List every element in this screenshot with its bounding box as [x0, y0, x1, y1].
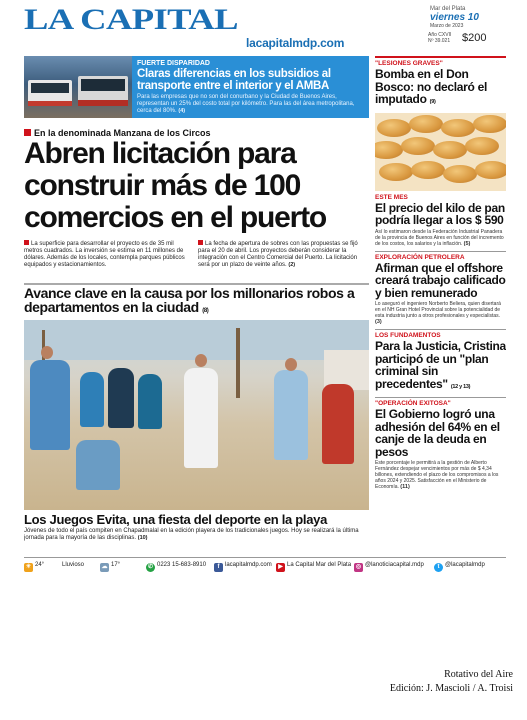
subhead-text: La superficie para desarrollar el proyecto es de 35 mil metros cuadrados. La inversión se estima en 11 millones de dólares. Además de los locales, contempla parques públicos equipados y estacionamientos. [24, 241, 185, 268]
website-url[interactable]: lacapitalmdp.com [246, 36, 345, 50]
player-head [41, 346, 53, 359]
bread-bun [433, 141, 467, 159]
photo-caption-text: Jóvenes de todo el país compiten en Chapadmalal en la edición playera de los tradicionales juegos. Hoy se realizará la última jornada para la mayoría de las disciplinas. [24, 528, 359, 541]
beach-games-photo [24, 320, 369, 510]
player [274, 370, 308, 460]
number-line: Nº 39.021 [428, 38, 451, 44]
story-tag: LOS FUNDAMENTOS [375, 332, 441, 339]
divider [375, 397, 506, 398]
page-ref: (5) [463, 240, 471, 247]
bread-bun [411, 161, 445, 179]
story-bread-price[interactable] [375, 194, 506, 247]
story-body-text: Lo aseguró el ingeniero Norberto Beliera, quien disertará en el NH Gran Hotel Provincial sobre la potencialidad de esta industria junto a otros profesionales y especialistas. [375, 301, 501, 319]
player [76, 440, 120, 490]
subhead-text: La fecha de apertura de sobres con las propuestas se fijó para el 20 de abril. Los proyectos deberán considerar la integración con el Centro Comercial del Puerto. La licitación será por un plazo de veinte años. [198, 241, 358, 268]
page-ref: (4) [178, 108, 186, 114]
colophon-line: Rotativo del Aire [444, 669, 513, 680]
main-kicker-text: En la denominada Manzana de los Circos [34, 128, 211, 138]
city-label: Mar del Plata [430, 6, 466, 12]
story-body [375, 229, 506, 247]
story-tag: ESTE MES [375, 193, 408, 201]
story-offshore[interactable] [375, 251, 506, 326]
story-debt-swap[interactable] [375, 397, 506, 490]
newspaper-front-page [24, 4, 506, 578]
page-ref: (12 y 13) [450, 383, 471, 390]
youtube-icon: ▶ [276, 563, 285, 572]
weather-low [100, 562, 120, 572]
bread-bun [443, 165, 477, 183]
story-body-text: Así lo estimaron desde la Federación Industrial Panadera de la provincia de Buenos Aires en función del incremento de los costos, los salarios y la inflación. [375, 228, 504, 247]
youtube-handle: La Capital Mar del Plata [287, 562, 352, 568]
story-tag: EXPLORACIÓN PETROLERA [375, 253, 465, 261]
banner-body-text: Para las empresas que no son del conurbano y la Ciudad de Buenos Aires, representan un 25% del costo total por kilómetro. Para las del área metropolitana, cerca del 80%. [137, 94, 355, 114]
bread-bun [475, 161, 506, 179]
right-column [375, 56, 506, 490]
photo-headline[interactable]: Los Juegos Evita, una fiesta del deporte en la playa [24, 512, 327, 527]
page-ref: (3) [375, 319, 382, 325]
page-ref: (8) [202, 308, 209, 314]
pole [236, 328, 240, 398]
transport-subsidy-banner[interactable] [24, 56, 369, 118]
bread-bun [375, 141, 403, 159]
instagram-handle: @lanoticiacapital.mdp [365, 562, 424, 568]
story-title-text: Para la Justicia, Cristina participó de un "plan criminal sin precedentes" [375, 339, 506, 391]
temp-low: 17° [111, 562, 121, 568]
story-tag: "OPERACIÓN EXITOSA" [375, 400, 451, 407]
colophon-line: Edición: J. Mascioli / A. Troisi [389, 683, 513, 694]
facebook-handle: lacapitalmdp.com [225, 562, 272, 568]
temp-high: 24° [35, 562, 45, 568]
instagram-icon: ◎ [355, 564, 362, 570]
colophon [390, 668, 513, 696]
bread-bun [465, 137, 499, 155]
cloud-icon: ☁ [101, 564, 108, 570]
date-box [424, 6, 506, 50]
phone-number: 0223 15-683-8910 [157, 562, 207, 568]
whatsapp-icon: ✆ [147, 564, 154, 570]
twitter-handle: @lacapitalmdp [445, 562, 485, 568]
sun-icon: ☀ [25, 564, 32, 570]
player-head [285, 358, 297, 371]
story-title: El Gobierno logró una adhesión del 64% en el canje de la deuda en pesos [375, 407, 500, 459]
youtube-link[interactable] [276, 562, 351, 572]
facebook-link[interactable] [214, 562, 272, 572]
whatsapp-contact[interactable] [146, 562, 206, 572]
date-label: Marzo de 2023 [430, 23, 464, 29]
bus-shape [78, 76, 128, 106]
bread-bun [377, 119, 411, 137]
main-headline[interactable]: Abren licitación para construir más de 100 comercios en el puerto [24, 137, 327, 234]
story-title [375, 340, 506, 393]
bread-bun [441, 119, 475, 137]
player [30, 360, 70, 450]
player [80, 372, 104, 427]
story-body-text: Este porcentaje le permitirá a la gestión de Alberto Fernández despejar vencimientos por más de $ 4,34 billones, extendiendo el plazo de los compromisos a los años 2024 y 2025. Satisfacción en el Ministerio de Economía. [375, 460, 499, 490]
red-square-icon [24, 240, 29, 245]
red-square-icon [198, 240, 203, 245]
story-title: El precio del kilo de pan podría llegar a los $ 590 [375, 200, 505, 227]
story-title [375, 68, 506, 109]
bus-photo [24, 56, 132, 118]
bread-photo [375, 113, 506, 191]
story-cristina[interactable] [375, 329, 506, 393]
banner-title: Claras diferencias en los subsidios al transporte entre el interior y el AMBA [137, 68, 331, 92]
page-ref: (11) [400, 484, 410, 490]
divider [375, 251, 506, 252]
weather-text: Lluvioso [62, 562, 85, 568]
story-title-text: Bomba en el Don Bosco: no declaró el imputado [375, 67, 488, 106]
divider [375, 56, 506, 58]
story-body [375, 301, 506, 325]
main-subhead-right [198, 240, 366, 269]
second-headline-text: Avance clave en la causa por los millonarios robos a departamentos en la ciudad [24, 285, 355, 315]
player [138, 374, 162, 429]
masthead [24, 4, 506, 52]
weather-high [24, 562, 44, 572]
story-bomb[interactable] [375, 56, 506, 109]
sky [24, 320, 369, 360]
story-title: Afirman que el offshore creará trabajo calificado y bien remunerado [375, 260, 506, 300]
page-ref: (2) [288, 262, 296, 268]
divider [375, 329, 506, 330]
main-subhead-left [24, 240, 192, 269]
bread-bun [473, 115, 506, 133]
player [108, 368, 134, 428]
twitter-link[interactable] [434, 562, 485, 572]
year-line: Año CXVII [428, 32, 452, 38]
page-ref: (9) [429, 99, 436, 105]
player-head [195, 354, 207, 367]
story-body [375, 460, 506, 490]
newspaper-logo[interactable]: LA CAPITAL [24, 4, 238, 36]
twitter-icon: t [434, 563, 443, 572]
bread-bun [409, 115, 443, 133]
red-square-icon [24, 129, 31, 136]
page-ref: (10) [137, 535, 148, 541]
bread-bun [379, 163, 413, 181]
instagram-link[interactable] [354, 562, 424, 572]
photo-caption [24, 528, 369, 542]
player [184, 368, 218, 468]
second-headline[interactable] [24, 286, 369, 318]
issue-info [428, 32, 451, 44]
banner-kicker: FUERTE DISPARIDAD [137, 60, 210, 67]
day-label: viernes 10 [430, 12, 479, 23]
bread-bun [401, 137, 435, 155]
footer-bar [24, 557, 506, 573]
player [322, 384, 354, 464]
bus-shape [28, 80, 72, 106]
story-tag: "LESIONES GRAVES" [375, 60, 443, 67]
banner-body [137, 94, 365, 115]
price-label: $200 [462, 32, 487, 44]
facebook-icon: f [214, 563, 223, 572]
